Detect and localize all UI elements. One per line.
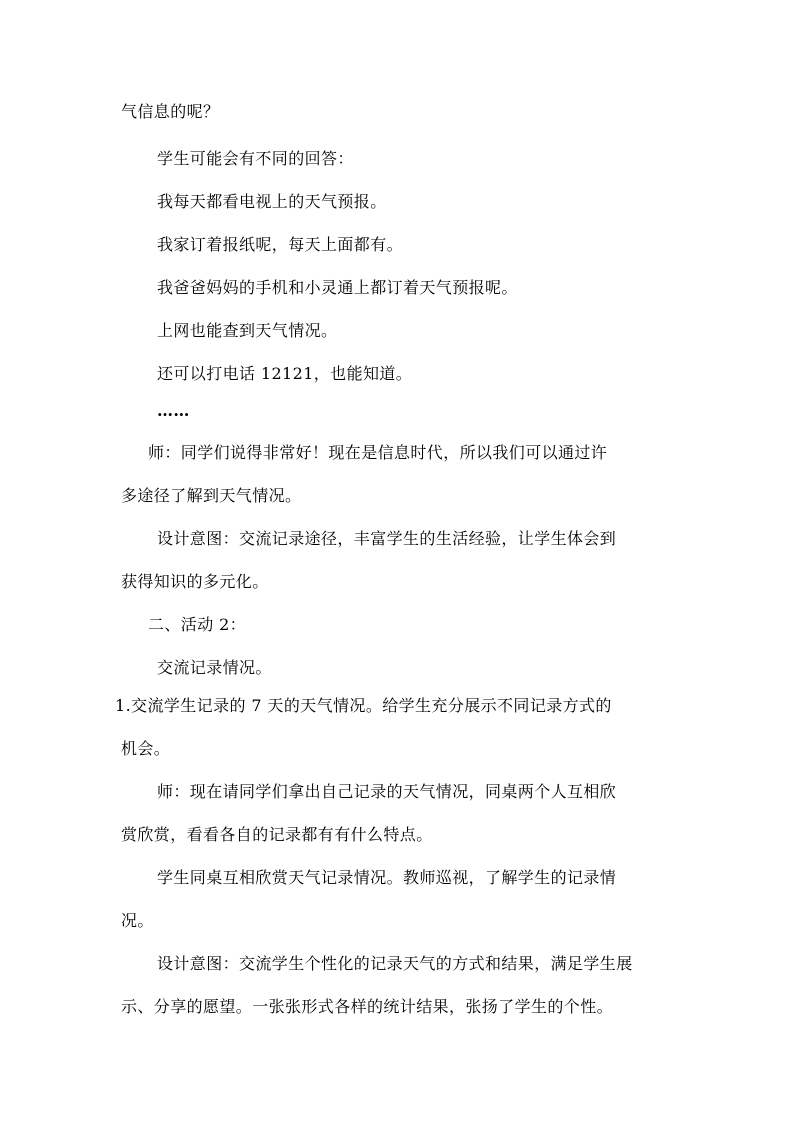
text-line-student-activity-cont: 况。 [121, 911, 154, 930]
section-heading-activity-2: 二、活动 2： [148, 615, 247, 634]
text-line-design-intent-1-cont: 获得知识的多元化。 [121, 572, 269, 591]
text-line-continuation: 气信息的呢？ [121, 102, 220, 121]
text-line-answer-phone: 我爸爸妈妈的手机和小灵通上都订着天气预报呢。 [157, 278, 518, 297]
text-line-teacher-remark: 师：同学们说得非常好！现在是信息时代，所以我们可以通过许 [148, 443, 608, 462]
text-line-design-intent-1: 设计意图：交流记录途径，丰富学生的生活经验，让学生体会到 [157, 529, 617, 548]
text-line-answer-hotline: 还可以打电话 12121，也能知道。 [157, 364, 413, 383]
text-line-item-1: 1.交流学生记录的 7 天的天气情况。给学生充分展示不同记录方式的 [115, 696, 612, 715]
text-line-student-answers-intro: 学生可能会有不同的回答： [157, 149, 354, 168]
text-line-teacher-instruction: 师：现在请同学们拿出自己记录的天气情况，同桌两个人互相欣 [157, 782, 617, 801]
text-line-answer-newspaper: 我家订着报纸呢，每天上面都有。 [157, 235, 404, 254]
text-line-ellipsis: …… [157, 401, 190, 420]
text-line-design-intent-2: 设计意图：交流学生个性化的记录天气的方式和结果，满足学生展 [157, 954, 633, 973]
text-line-answer-internet: 上网也能查到天气情况。 [157, 321, 338, 340]
text-line-item-1-cont: 机会。 [121, 739, 171, 758]
text-line-teacher-instruction-cont: 赏欣赏，看看各自的记录都有有什么特点。 [121, 825, 433, 844]
text-line-design-intent-2-cont: 示、分享的愿望。一张张形式各样的统计结果，张扬了学生的个性。 [121, 997, 614, 1016]
text-line-student-activity: 学生同桌互相欣赏天气记录情况。教师巡视，了解学生的记录情 [157, 868, 617, 887]
text-line-activity-topic: 交流记录情况。 [157, 658, 272, 677]
text-line-answer-tv: 我每天都看电视上的天气预报。 [157, 192, 387, 211]
text-line-teacher-remark-cont: 多途径了解到天气情况。 [121, 486, 302, 505]
